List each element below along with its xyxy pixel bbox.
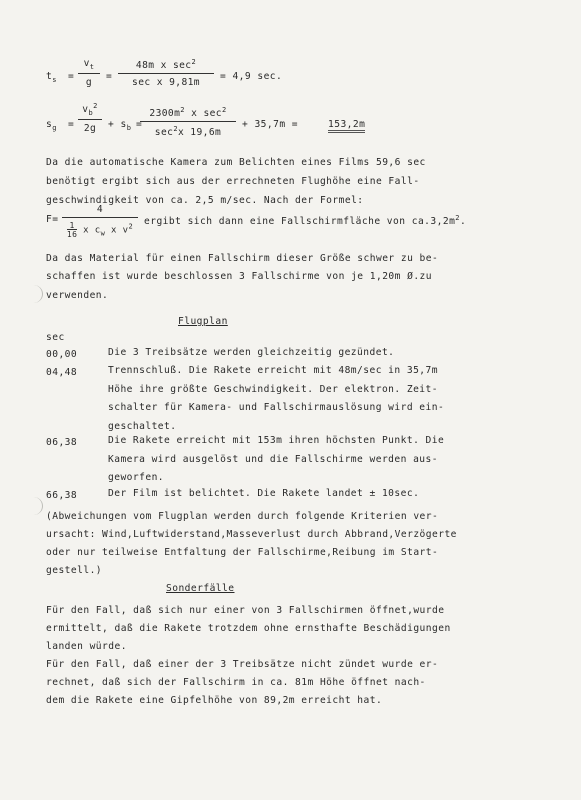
document-page: $t_s$ = $v_t$ g = 48m x $\sec^2$ sec x 9,81m = 4,9 sec. $s_g$ = $v_b^2$ 2g + $s_b$ = $2300m^2$ x $\sec^2$ $\sec^2x$ 19,6m + 35,7m = 153,2m Da die automatische Kamera zum Belichten eines Films 59,6 sec benötigt ergibt sich aus der errechneten Flughöhe eine Fall- geschwindigkeit von ca. 2,5 m/sec. Nach der Formel: F= 4 $\frac{1}{16}$ x $c_w$ x $v^2$ ergibt sich dann eine Fallschirmfläche von $ca.3,2m^2$. Da das Material für einen Fallschirm dieser Größe schwer zu be- schaffen ist wurde beschlossen 3 Fallschirme von je 1,20m Ø.zu verwenden. Flugplan sec 00,00 Die 3 Treibsätze werden gleichzeitig gezündet. 04,48 Trennschluß. Die Rakete erreicht mit 48m/sec in 35,7m Höhe ihre größte Geschwindigkeit. Der elektron. Zeit- schalter für Kamera- und Fallschirmauslösung wird ein- geschaltet. 06,38 Die Rakete erreicht mit 153m ihren höchsten Punkt. Die Kamera wird ausgelöst und die Fallschirme werden aus- geworfen. 66,38 Der Film ist belichtet. Die Rakete landet ± 10sec. (Abweichungen vom Flugplan werden durch folgende Kriterien ver- ursacht: Wind,Luftwiderstand,Masseverlust durch Abbrand,Verzögerte oder nur teilweise Entfaltung der Fallschirme,Reibung im Start- gestell.) Sonderfälle Für den Fall, daß sich nur einer von 3 Fallschirmen öffnet,wurde ermittelt, daß die Rakete trotzdem ohne ernsthafte Beschädigungen landen würde. Für den Fall, daß einer der 3 Treibsätze nicht zündet wurde er- rechnet, daß sich der Fallschirm in ca. 81m Höhe öffnet nach- dem die Rakete eine Gipfelhöhe von 89,2m erreicht hat.	[0, 0, 581, 800]
punch-hole	[24, 497, 43, 515]
flugplan-unit: sec	[46, 332, 65, 343]
flugplan-heading: Flugplan	[178, 316, 228, 327]
sonderfaelle-heading: Sonderfälle	[166, 583, 235, 594]
punch-hole	[24, 285, 43, 303]
